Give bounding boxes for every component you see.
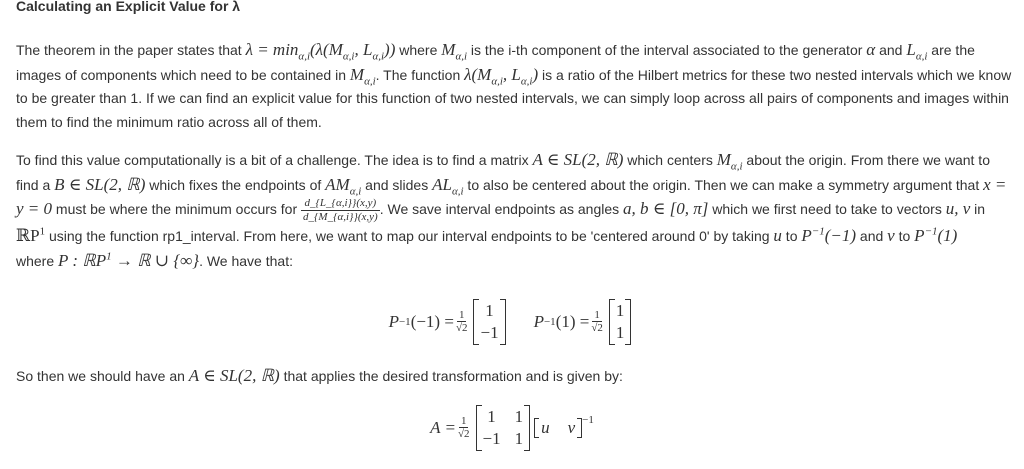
math-alpha: α bbox=[866, 40, 876, 59]
math-P-map: P : ℝP$^1$ → ℝ ∪ {∞} bbox=[58, 249, 200, 270]
column-vector: 1 1 bbox=[609, 299, 632, 345]
math-L: $L_{\alpha,i}$ bbox=[906, 40, 928, 63]
display-equation-P-inverse: P −1 (−1) = $\frac{1}{√2}$ 1 −1 P −1 (1) = $\frac{1}{√2}$ 1 1 bbox=[0, 296, 1024, 348]
text: which we first need to take to vectors bbox=[708, 201, 946, 218]
text: which fixes the endpoints of bbox=[145, 176, 326, 193]
text: using the function rp1_interval. From here, we want to map our interval endpoints to be 'centered around 0' by taking bbox=[45, 228, 774, 244]
paragraph-theorem bbox=[16, 38, 1012, 134]
math-A-in-SL2: A ∈ SL(2, ℝ) bbox=[188, 366, 280, 385]
math-B-in-SL2: B ∈ SL(2, ℝ) bbox=[54, 174, 146, 194]
math-P-inv-1: $P^{-1}(1)$ bbox=[914, 225, 958, 245]
math-metric-ratio: $\frac{d\_\{L\_\{\alpha,i\}\}(x,y)}{d\_\{M\_\{\alpha,i\}\}(x,y)}$ bbox=[303, 197, 378, 223]
math-angles: a, b ∈ [0, π] bbox=[623, 199, 709, 219]
text: . The function bbox=[375, 66, 465, 83]
math-AM: $AM_{\alpha,i}$ bbox=[325, 174, 362, 197]
text: and bbox=[856, 228, 888, 244]
math-lambda-min: $\lambda = \min_{\alpha,i}(\lambda(M_{\alpha,i}$, $L_{\alpha,i}$)) bbox=[245, 40, 396, 63]
row-vector: u v bbox=[534, 418, 582, 438]
math-u: u bbox=[773, 226, 782, 245]
text: are the images of components which need to be contained in bbox=[16, 42, 975, 83]
text: must be where the minimum occurs for bbox=[52, 201, 302, 218]
text: and bbox=[875, 42, 907, 58]
text: to also be centered about the origin. Then we can make a symmetry argument that bbox=[463, 176, 984, 193]
text: which centers bbox=[623, 152, 717, 168]
text: is the i-th component of the interval associated to the generator bbox=[467, 42, 867, 58]
text: to bbox=[781, 228, 802, 244]
math-M: $M_{\alpha,i}$ bbox=[441, 40, 468, 63]
math-x-y-zero: x = y = 0 bbox=[16, 174, 1007, 219]
fraction: $\frac{1}{√2}$ bbox=[457, 415, 470, 440]
section-title: Calculating an Explicit Value for λ bbox=[16, 0, 241, 14]
math-AL: $AL_{\alpha,i}$ bbox=[432, 174, 464, 197]
fraction: $\frac{1}{√2}$ bbox=[455, 309, 468, 334]
text: where bbox=[395, 42, 442, 58]
text: that applies the desired transformation and is given by: bbox=[279, 368, 623, 384]
math-v: v bbox=[887, 226, 895, 245]
text: . We save interval endpoints as angles bbox=[379, 201, 624, 218]
math-M: $M_{\alpha,i}$ bbox=[716, 150, 743, 173]
text: and slides bbox=[361, 176, 433, 193]
paragraph-computation bbox=[16, 148, 1012, 273]
text: where bbox=[16, 252, 59, 269]
text: is a ratio of the Hilbert metrics for these two nested intervals which we know to be greater than 1. If we can find an explicit value for this function of two nested intervals, we can simply loop across all pairs of components and images within them to find the minimum ratio across all of them. bbox=[16, 66, 1012, 130]
display-equation-A: A = $\frac{1}{√2}$ 1 1 −1 1 u v $^{-1}$ bbox=[0, 405, 1024, 451]
matrix: 1 1 −1 1 bbox=[476, 405, 531, 451]
math-A-in-SL2: A ∈ SL(2, ℝ) bbox=[532, 150, 624, 169]
math-u-v: u, v bbox=[945, 199, 971, 219]
text: to bbox=[894, 228, 915, 244]
text: To find this value computationally is a bit of a challenge. The idea is to find a matrix bbox=[16, 152, 533, 168]
math-M: $M_{\alpha,i}$ bbox=[349, 64, 376, 87]
text: in bbox=[970, 201, 986, 218]
column-vector: 1 −1 bbox=[473, 299, 505, 345]
math-P-inv-neg1: $P^{-1}(-1)$ bbox=[801, 225, 857, 245]
fraction: $\frac{1}{√2}$ bbox=[591, 309, 603, 334]
text: . We have that: bbox=[199, 252, 293, 269]
text: So then we should have an bbox=[16, 368, 189, 384]
text: The theorem in the paper states that bbox=[16, 42, 246, 58]
text: about the origin. From there we want to find a bbox=[16, 152, 990, 193]
math-lambda-function: $\lambda(M_{\alpha,i}$, $L_{\alpha,i}$) bbox=[464, 64, 539, 87]
math-RP1: ℝP$^1$ bbox=[16, 225, 46, 245]
paragraph-transformation bbox=[16, 364, 1012, 389]
